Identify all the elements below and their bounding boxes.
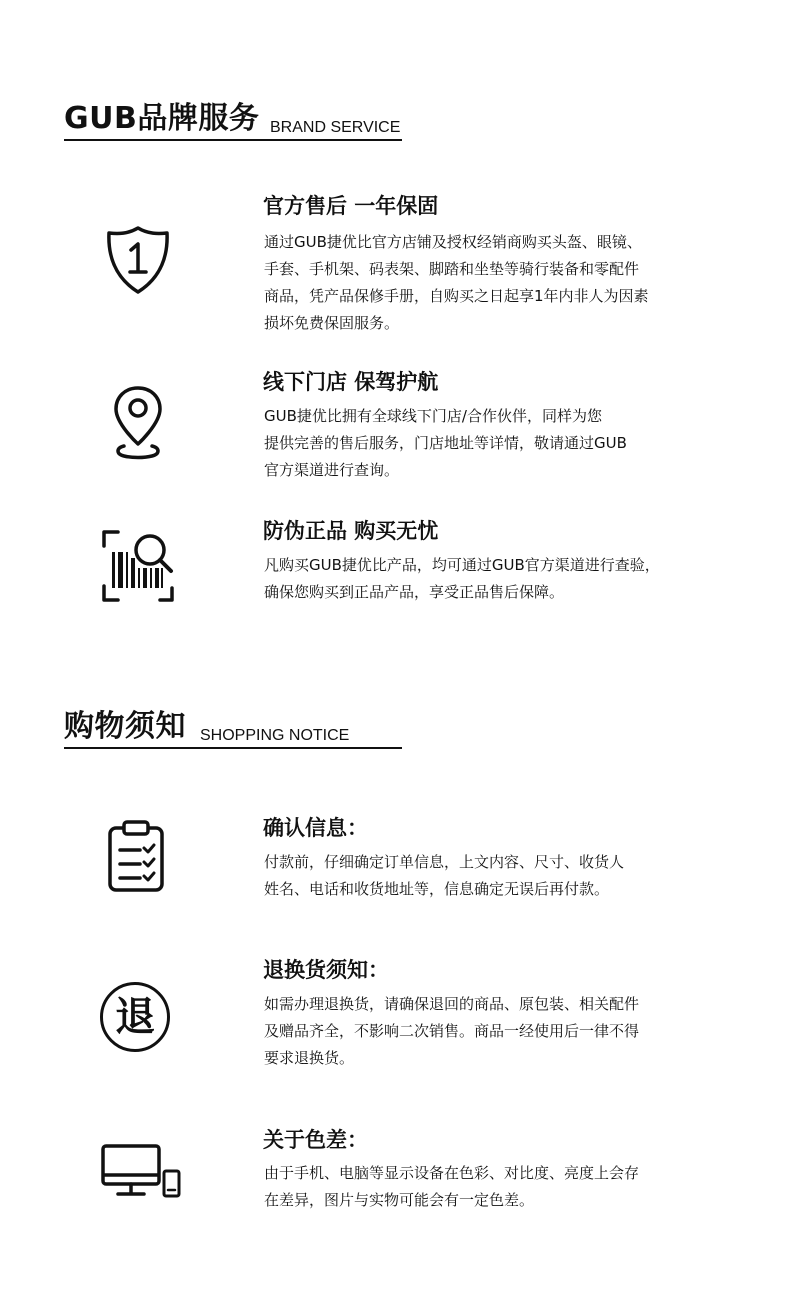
desc-line: 在差异，图片与实物可能会有一定色差。 xyxy=(264,1191,535,1209)
service-item-title: 线下门店 保驾护航 xyxy=(263,370,439,394)
return-icon-glyph: 退 xyxy=(115,994,155,1040)
brand-service-subtitle: BRAND SERVICE xyxy=(270,119,401,136)
desc-line: 商品，凭产品保修手册，自购买之日起享1年内非人为因素 xyxy=(264,287,649,305)
barcode-scan-icon xyxy=(100,528,178,604)
notice-item-desc xyxy=(264,991,734,1072)
shopping-notice-title: 购物须知 xyxy=(64,709,186,744)
brand-service-header xyxy=(64,99,402,141)
shopping-notice-header xyxy=(64,707,402,749)
desc-line: 手套、手机架、码表架、脚踏和坐垫等骑行装备和零配件 xyxy=(264,260,640,278)
desc-line: 损坏免费保固服务。 xyxy=(264,314,400,332)
shield-one-icon xyxy=(100,222,176,298)
clipboard-check-icon xyxy=(106,818,166,894)
shopping-notice-subtitle: SHOPPING NOTICE xyxy=(200,727,350,744)
desc-line: 要求退换货。 xyxy=(264,1049,355,1067)
desc-line: 如需办理退换货，请确保退回的商品、原包装、相关配件 xyxy=(264,995,640,1013)
desc-line: 确保您购买到正品产品，享受正品售后保障。 xyxy=(264,583,565,601)
desc-line: 提供完善的售后服务，门店地址等详情，敬请通过GUB xyxy=(264,434,627,452)
monitor-phone-icon xyxy=(100,1143,184,1201)
desc-line: 及赠品齐全，不影响二次销售。商品一经使用后一律不得 xyxy=(264,1022,640,1040)
service-item-desc xyxy=(264,403,734,484)
desc-line: 凡购买GUB捷优比产品，均可通过GUB官方渠道进行查验， xyxy=(264,556,660,574)
desc-line: GUB捷优比拥有全球线下门店/合作伙伴，同样为您 xyxy=(264,407,602,425)
service-item-title: 防伪正品 购买无忧 xyxy=(263,519,439,543)
service-item-desc xyxy=(264,552,734,606)
notice-item-desc xyxy=(264,1160,734,1214)
desc-line: 姓名、电话和收货地址等，信息确定无误后再付款。 xyxy=(264,880,610,898)
notice-item-title: 关于色差： xyxy=(263,1128,368,1152)
desc-line: 由于手机、电脑等显示设备在色彩、对比度、亮度上会存 xyxy=(264,1164,640,1182)
notice-item-title: 退换货须知： xyxy=(263,958,389,982)
brand-service-title: GUB品牌服务 xyxy=(64,101,260,136)
location-pin-icon xyxy=(110,384,166,462)
desc-line: 付款前，仔细确定订单信息，上文内容、尺寸、收货人 xyxy=(264,853,625,871)
service-item-title: 官方售后 一年保固 xyxy=(263,194,439,218)
service-item-desc xyxy=(264,229,734,337)
notice-item-desc xyxy=(264,849,734,903)
desc-line: 官方渠道进行查询。 xyxy=(264,461,400,479)
notice-item-title: 确认信息： xyxy=(263,816,368,840)
return-circle-icon xyxy=(100,982,170,1052)
desc-line: 通过GUB捷优比官方店铺及授权经销商购买头盔、眼镜、 xyxy=(264,233,642,251)
